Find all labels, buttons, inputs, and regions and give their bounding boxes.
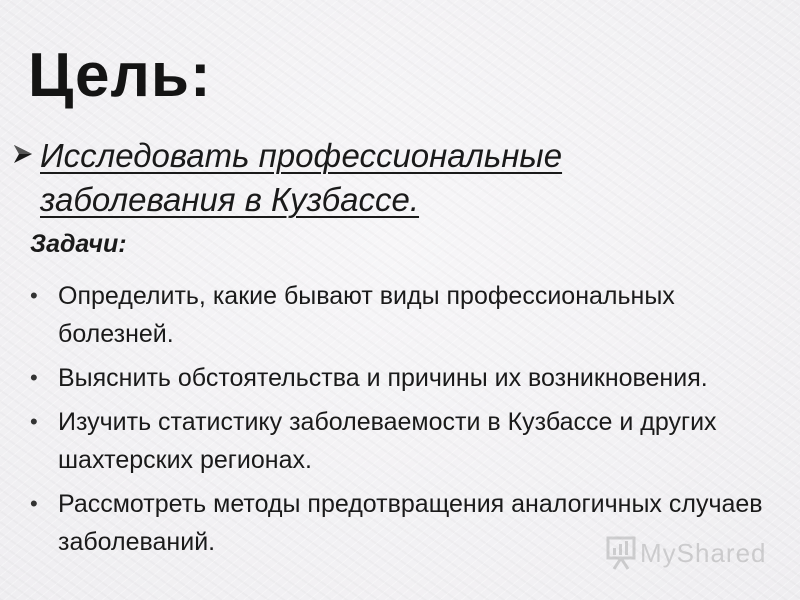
watermark-text: MyShared — [640, 537, 767, 568]
goal-text-line1: Исследовать профессиональные — [40, 137, 563, 174]
tasks-heading — [30, 230, 127, 259]
presentation-board-icon — [606, 536, 636, 570]
list-item — [30, 277, 790, 353]
task-text: Выяснить обстоятельства и причины их возникновения. — [58, 364, 708, 392]
tasks-list — [30, 277, 790, 567]
goal-item — [12, 134, 660, 222]
bullet-icon: • — [30, 409, 38, 434]
task-text: Рассмотреть методы предотвращения аналогичных случаев заболеваний. — [58, 490, 763, 556]
goal-text — [40, 134, 660, 222]
list-item — [30, 403, 790, 479]
arrow-bullet-icon — [12, 136, 40, 172]
task-text: Определить, какие бывают виды профессиональных болезней. — [58, 282, 675, 348]
watermark — [606, 536, 767, 570]
slide-title: Цель: — [28, 41, 212, 110]
goal-text-line2: заболевания в Кузбассе. — [40, 181, 420, 218]
tasks-heading-label: Задачи — [30, 230, 119, 258]
tasks-heading-colon: : — [118, 230, 127, 258]
task-text: Изучить статистику заболеваемости в Кузбассе и других шахтерских регионах. — [58, 408, 717, 474]
list-item — [30, 359, 790, 397]
bullet-icon: • — [30, 283, 38, 308]
bullet-icon: • — [30, 491, 38, 516]
bullet-icon: • — [30, 365, 38, 390]
